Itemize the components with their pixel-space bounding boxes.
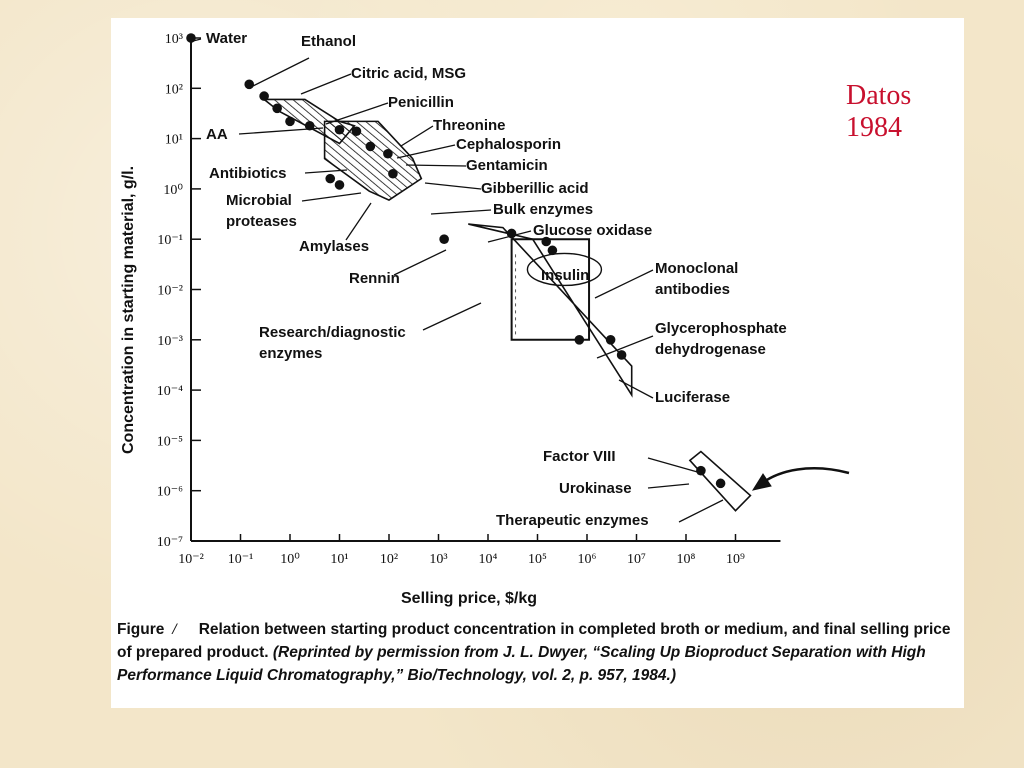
annotation-label: Cephalosporin xyxy=(456,136,562,153)
data-point xyxy=(439,234,449,244)
data-point xyxy=(285,117,295,127)
annotation-label: Glycerophosphate xyxy=(655,320,787,337)
caption-text: Relation between starting product concentration in completed broth or medium, and final selling price of prepared product. xyxy=(117,621,951,661)
annotation-label: Gibberillic acid xyxy=(481,180,589,197)
leader-line xyxy=(648,458,701,473)
x-tick-label: 10⁻¹ xyxy=(227,552,254,567)
data-point xyxy=(383,149,393,159)
annotation-label: dehydrogenase xyxy=(655,341,766,358)
data-point xyxy=(548,246,558,256)
y-tick-label: 10⁻³ xyxy=(157,333,183,349)
header-note: Datos 1984 xyxy=(846,80,912,143)
caption-figure-number: / xyxy=(172,621,177,638)
x-tick-label: 10⁹ xyxy=(726,552,745,567)
leader-line xyxy=(423,303,481,330)
data-point xyxy=(186,33,196,43)
leader-line xyxy=(401,126,433,146)
y-tick-label: 10⁻⁵ xyxy=(156,434,183,450)
figure-panel xyxy=(111,18,964,708)
annotation-label: Water xyxy=(206,30,248,47)
leader-line xyxy=(253,58,309,86)
annotation-label: Luciferase xyxy=(655,389,731,406)
y-tick-label: 10⁰ xyxy=(163,182,183,198)
annotation-label: Monoclonal xyxy=(655,260,739,277)
data-point xyxy=(366,142,376,152)
data-point xyxy=(335,180,345,190)
data-point xyxy=(259,91,269,101)
annotation-label: Citric acid, MSG xyxy=(351,65,467,82)
leader-line xyxy=(425,183,481,189)
annotation-label: Glucose oxidase xyxy=(533,222,653,239)
y-tick-label: 10⁻¹ xyxy=(157,233,183,249)
leader-line xyxy=(302,193,361,201)
leader-line xyxy=(619,380,653,398)
annotation-label: Antibiotics xyxy=(209,165,287,182)
x-tick-label: 10⁵ xyxy=(528,552,547,567)
annotation-label: AA xyxy=(206,126,228,143)
x-tick-label: 10⁷ xyxy=(627,552,646,567)
x-tick-label: 10⁸ xyxy=(676,552,696,567)
leader-line xyxy=(431,210,491,214)
curved-arrow xyxy=(761,468,849,484)
leader-line xyxy=(305,170,347,173)
y-tick-label: 10⁻⁷ xyxy=(156,535,183,550)
data-point xyxy=(272,104,282,114)
annotation-label: Rennin xyxy=(349,270,400,287)
x-tick-label: 10² xyxy=(379,552,399,567)
y-tick-label: 10⁻² xyxy=(157,283,183,299)
x-tick-label: 10⁻² xyxy=(178,552,204,567)
x-tick-label: 10¹ xyxy=(330,552,349,567)
leader-line xyxy=(346,203,371,240)
data-point xyxy=(335,125,345,135)
annotation-label: Ethanol xyxy=(301,33,356,50)
data-point xyxy=(325,174,335,184)
annotation-label: Bulk enzymes xyxy=(493,201,594,218)
data-point xyxy=(617,350,627,360)
annotation-label: Threonine xyxy=(433,117,506,134)
data-point xyxy=(606,335,616,345)
annotation-label: Microbial xyxy=(226,192,292,209)
data-point xyxy=(244,80,254,90)
x-axis-label: Selling price, $/kg xyxy=(401,590,538,607)
annotation-label: Insulin xyxy=(541,267,590,284)
leader-line xyxy=(595,270,653,298)
caption-figure-word: Figure xyxy=(117,621,165,638)
annotation-label: enzymes xyxy=(259,345,323,362)
caption-credit: (Reprinted by permission from J. L. Dwyer, “Scaling Up Bioproduct Separation with High Performance Liquid Chromatography,” Bio/Technology, vol. 2, p. 957, 1984.) xyxy=(117,644,926,684)
y-tick-label: 10⁻⁶ xyxy=(156,484,183,500)
x-tick-label: 10³ xyxy=(429,552,448,567)
annotation-label: proteases xyxy=(226,213,297,230)
data-point xyxy=(575,335,585,345)
x-tick-label: 10⁴ xyxy=(478,552,498,567)
x-tick-label: 10⁰ xyxy=(280,552,300,567)
data-point xyxy=(716,479,726,489)
leader-line xyxy=(679,500,723,522)
annotation-label: antibodies xyxy=(655,281,731,298)
data-point xyxy=(352,126,362,136)
y-tick-label: 10² xyxy=(164,82,183,98)
data-point xyxy=(696,466,706,476)
y-tick-label: 10⁻⁴ xyxy=(156,384,183,400)
y-axis-label: Concentration in starting material, g/l. xyxy=(120,165,137,454)
annotation-label: Therapeutic enzymes xyxy=(496,512,649,529)
y-tick-label: 10¹ xyxy=(164,132,183,148)
curved-arrow-head xyxy=(753,474,771,490)
data-point xyxy=(388,169,398,179)
chart-svg xyxy=(111,18,964,618)
leader-line xyxy=(301,74,351,94)
data-point xyxy=(507,229,517,239)
annotation-label: Gentamicin xyxy=(466,157,548,174)
figure-caption xyxy=(117,618,963,687)
leader-line xyxy=(648,484,689,488)
y-tick-label: 10³ xyxy=(164,32,183,47)
annotation-label: Penicillin xyxy=(388,94,454,111)
annotation-label: Factor VIII xyxy=(543,448,616,465)
annotation-label: Research/diagnostic xyxy=(259,324,406,341)
data-point xyxy=(305,121,315,131)
annotation-label: Urokinase xyxy=(559,480,632,497)
x-tick-label: 10⁶ xyxy=(577,552,597,567)
annotation-label: Amylases xyxy=(299,238,370,255)
leader-line xyxy=(394,250,446,275)
